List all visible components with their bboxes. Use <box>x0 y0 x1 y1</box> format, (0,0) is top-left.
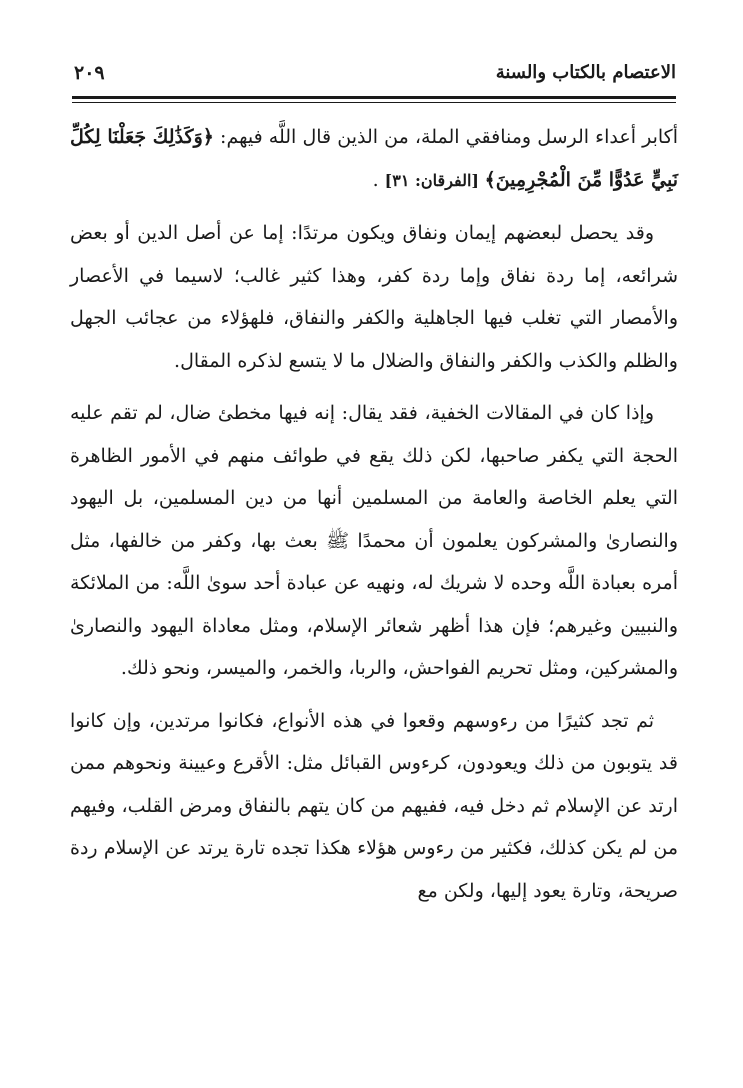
paragraph-4: ثم تجد كثيرًا من رءوسهم وقعوا في هذه الأنواع، فكانوا مرتدين، وإن كانوا قد يتوبون من ذلك ويعودون، كرءوس القبائل مثل: الأقرع وعيينة ونحوهم ممن ارتد عن الإسلام ثم دخل فيه، ففيهم من كان يتهم بالنفاق ومرض القلب، وفيهم من لم يكن كذلك، فكثير من رءوس هؤلاء هكذا تجده تارة يرتد عن الإسلام ردة صريحة، وتارة يعود إليها، ولكن مع <box>70 709 678 902</box>
page-header <box>72 58 676 94</box>
paragraph-2: وقد يحصل لبعضهم إيمان ونفاق ويكون مرتدًا: إما عن أصل الدين أو بعض شرائعه، إما ردة نفاق وإما ردة كفر، وهذا كثير غالب؛ لاسيما في الأعصار والأمصار التي تغلب فيها الجاهلية والكفر والنفاق، فلهؤلاء من عجائب الجهل والظلم والكذب والكفر والنفاق والضلال ما لا يتسع لذكره المقال. <box>70 222 678 372</box>
running-title: الاعتصام بالكتاب والسنة <box>495 62 676 83</box>
body-text <box>70 116 678 922</box>
quran-verse: ﴿وَكَذَٰلِكَ جَعَلْنَا لِكُلِّ نَبِيٍّ عَدُوًّا مِّنَ الْمُجْرِمِينَ﴾ <box>70 126 678 191</box>
paragraph-1-end: . <box>372 168 385 191</box>
page-number: ٢٠٩ <box>74 62 105 84</box>
header-rule-thick <box>72 96 676 99</box>
paragraph-3: وإذا كان في المقالات الخفية، فقد يقال: إنه فيها مخطئ ضال، لم تقم عليه الحجة التي يكفر صاحبها، لكن ذلك يقع في طوائف منهم في الأمور الظاهرة التي يعلم الخاصة والعامة من المسلمين أنها من دين المسلمين، بل اليهود والنصارىٰ والمشركون يعلمون أن محمدًا ﷺ بعث بها، وكفر من خالفها، مثل أمره بعبادة اللَّه وحده لا شريك له، ونهيه عن عبادة أحد سوىٰ اللَّه: من الملائكة والنبيين وغيرهم؛ فإن هذا أظهر شعائر الإسلام، ومثل معاداة اليهود والنصارىٰ والمشركين، ومثل تحريم الفواحش، والربا، والخمر، والميسر، ونحو ذلك. <box>70 402 678 679</box>
paragraph-1 <box>70 116 678 202</box>
verse-reference: [الفرقان: ٣١] <box>384 170 485 190</box>
header-rule-thin <box>72 102 676 103</box>
paragraph-1-intro: أكابر أعداء الرسل ومنافقي الملة، من الذين قال اللَّه فيهم: <box>213 126 678 148</box>
